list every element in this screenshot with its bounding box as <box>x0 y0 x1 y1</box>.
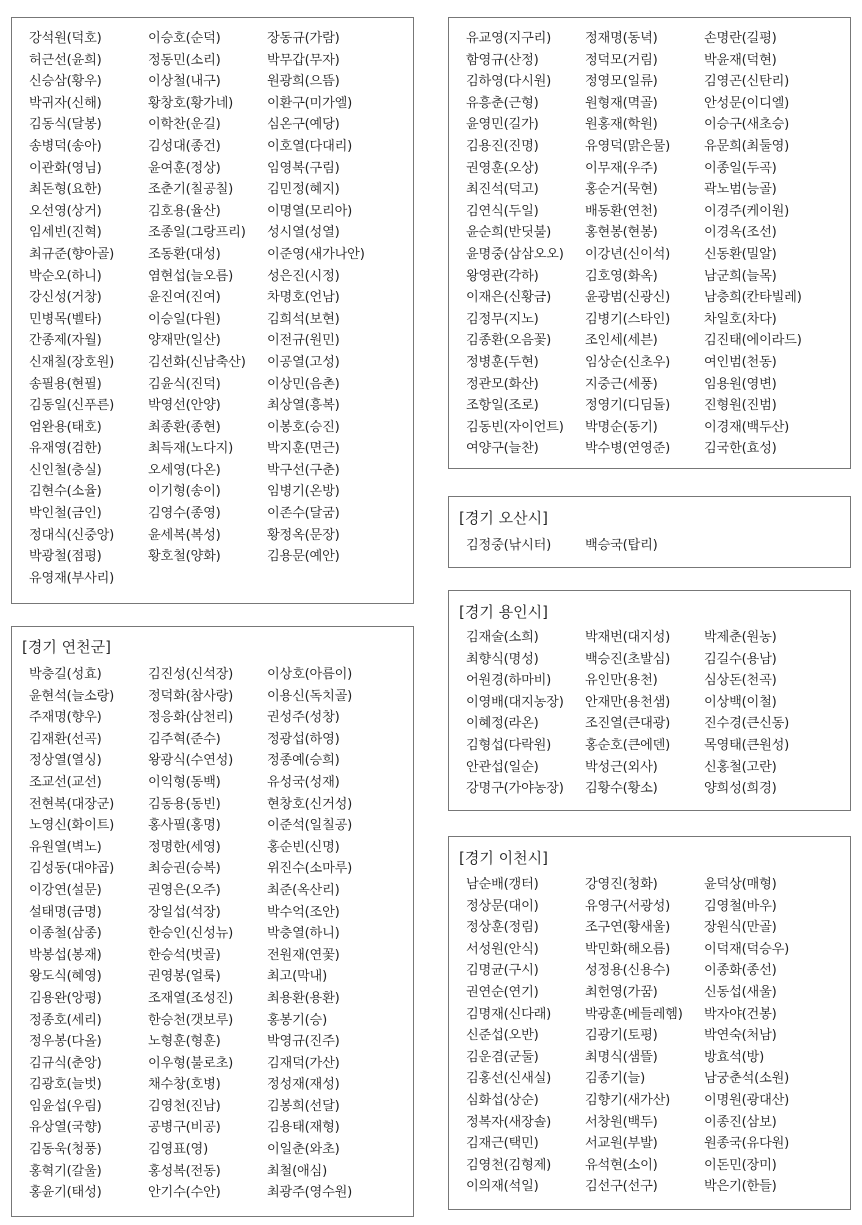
name-entry: 박광철(점평) <box>29 549 102 565</box>
name-entry: 윤세복(복성) <box>148 527 221 543</box>
name-entry: 최종환(종현) <box>148 419 221 435</box>
name-entry: 홍성복(전동) <box>148 1163 221 1179</box>
name-entry: 서교원(부발) <box>585 1136 658 1152</box>
name-entry: 홍봉기(승) <box>267 1012 328 1028</box>
name-entry: 윤진여(진여) <box>148 290 221 306</box>
name-entry: 이승일(다원) <box>148 311 221 327</box>
name-entry: 김주혁(준수) <box>148 731 221 747</box>
name-entry: 김정무(지노) <box>466 311 539 327</box>
name-grid <box>466 28 829 460</box>
name-entry: 김홍선(신새실) <box>466 1071 552 1087</box>
name-entry: 이강연(설문) <box>29 882 102 898</box>
name-entry: 이봉호(승진) <box>267 419 340 435</box>
name-entry: 이명원(광대산) <box>704 1092 790 1108</box>
name-entry: 김황수(황소) <box>585 781 658 797</box>
name-entry: 이용신(독치골) <box>267 688 353 704</box>
name-entry: 이의재(석일) <box>466 1179 539 1195</box>
name-entry: 안재만(용천샘) <box>585 694 671 710</box>
name-entry: 원형재(멱골) <box>585 95 658 111</box>
name-entry: 이종일(두곡) <box>704 160 777 176</box>
name-entry: 박충열(하니) <box>267 926 340 942</box>
name-entry: 최진석(덕고) <box>466 182 539 198</box>
name-entry: 이공열(고성) <box>267 354 340 370</box>
name-grid <box>466 874 829 1198</box>
name-entry: 심온구(예당) <box>267 117 340 133</box>
name-entry: 김영곤(신탄리) <box>704 74 790 90</box>
name-entry: 윤현석(늘소랑) <box>29 688 115 704</box>
name-entry: 김재환(선곡) <box>29 731 102 747</box>
name-entry: 안성문(이디엘) <box>704 95 790 111</box>
name-entry: 이경재(백두산) <box>704 419 790 435</box>
section-title-icheon: [경기 이천시] <box>459 849 548 867</box>
name-entry: 조춘기(칠공칠) <box>148 182 234 198</box>
name-entry: 김재근(택민) <box>466 1136 539 1152</box>
section-title-osan: [경기 오산시] <box>459 509 548 527</box>
name-entry: 조항일(조로) <box>466 398 539 414</box>
name-entry: 어원경(하마비) <box>466 673 552 689</box>
name-entry: 박영선(안양) <box>148 398 221 414</box>
name-entry: 심상돈(천곡) <box>704 673 777 689</box>
name-entry: 홍순거(묵현) <box>585 182 658 198</box>
name-entry: 이영배(대지농장) <box>466 694 564 710</box>
name-entry: 진형원(진범) <box>704 398 777 414</box>
name-entry: 한승석(벗골) <box>148 947 221 963</box>
name-entry: 김명균(구시) <box>466 963 539 979</box>
name-entry: 유문희(최둘영) <box>704 138 790 154</box>
name-entry: 최철(애심) <box>267 1163 328 1179</box>
name-entry: 황창호(황가네) <box>148 95 234 111</box>
name-entry: 김영철(바우) <box>704 898 777 914</box>
name-entry: 이일춘(와초) <box>267 1142 340 1158</box>
name-entry: 남군희(늘목) <box>704 268 777 284</box>
name-entry: 신인철(충실) <box>29 462 102 478</box>
name-entry: 강영진(청화) <box>585 877 658 892</box>
name-entry: 성정용(신용수) <box>585 963 671 979</box>
name-entry: 김봉희(선달) <box>267 1098 340 1114</box>
name-entry: 신승삼(황우) <box>29 74 102 90</box>
name-entry: 임용원(영변) <box>704 376 777 392</box>
name-entry: 김민정(혜지) <box>267 182 340 198</box>
name-entry: 남충희(칸타빌레) <box>704 290 802 306</box>
name-entry: 이종화(종선) <box>704 963 777 979</box>
name-entry: 정종예(승희) <box>267 753 340 769</box>
name-entry: 장일섭(석장) <box>148 904 221 920</box>
name-entry: 최준(옥산리) <box>267 882 340 898</box>
name-entry: 이상민(음촌) <box>267 376 340 392</box>
name-entry: 김향기(새가산) <box>585 1092 671 1108</box>
name-entry: 이학찬(운길) <box>148 117 221 133</box>
name-entry: 홍현봉(현봉) <box>585 225 658 241</box>
name-entry: 홍윤기(태성) <box>29 1185 102 1201</box>
name-entry: 백승국(탑리) <box>585 538 658 553</box>
name-entry: 박민화(해오름) <box>585 941 671 957</box>
name-entry: 위진수(소마루) <box>267 861 353 877</box>
name-entry: 백승진(초발심) <box>585 651 671 667</box>
name-entry: 이상백(이철) <box>704 694 777 710</box>
name-entry: 이승구(새초승) <box>704 117 790 133</box>
name-entry: 윤영민(길가) <box>466 117 539 133</box>
name-entry: 안관섭(일순) <box>466 759 539 775</box>
name-entry: 남궁춘석(소원) <box>704 1071 790 1087</box>
name-entry: 배동환(연천) <box>585 203 658 219</box>
name-entry: 이덕재(덕승우) <box>704 941 790 957</box>
name-entry: 김병기(스타인) <box>585 311 671 327</box>
name-entry: 한승인(신성뉴) <box>148 926 234 942</box>
name-entry: 김동욱(청풍) <box>29 1142 102 1158</box>
name-entry: 차일호(차다) <box>704 311 777 327</box>
name-entry: 공병구(비공) <box>148 1120 221 1136</box>
name-entry: 최상열(흥복) <box>267 398 340 414</box>
name-entry: 김하영(다시원) <box>466 74 552 90</box>
name-entry: 여인범(천동) <box>704 354 777 370</box>
name-entry: 이환구(미가엘) <box>267 95 353 111</box>
name-entry: 성시열(성열) <box>267 225 340 241</box>
name-entry: 권영봉(얼룩) <box>148 969 221 985</box>
name-entry: 박봉섭(봉재) <box>29 947 102 963</box>
name-entry: 조구연(황새울) <box>585 920 671 936</box>
name-entry: 김진성(신석장) <box>148 667 234 682</box>
name-entry: 박영규(진주) <box>267 1034 340 1050</box>
name-entry: 김선구(선구) <box>585 1179 658 1195</box>
name-entry: 박제춘(원농) <box>704 630 777 645</box>
name-entry: 원홍재(학원) <box>585 117 658 133</box>
name-entry: 윤명중(삼삼오오) <box>466 246 564 262</box>
name-entry: 권성주(성창) <box>267 710 340 726</box>
name-entry: 김재덕(가산) <box>267 1055 340 1071</box>
name-entry: 최용환(용환) <box>267 990 340 1006</box>
name-entry: 김호영(화옥) <box>585 268 658 284</box>
name-entry: 박구선(구춘) <box>267 462 340 478</box>
name-entry: 심화섭(상순) <box>466 1092 539 1108</box>
name-entry: 박광훈(베들레헴) <box>585 1006 683 1022</box>
name-entry: 박인철(금인) <box>29 506 102 522</box>
name-entry: 유흥춘(근형) <box>466 95 539 111</box>
name-entry: 김동일(신푸른) <box>29 398 115 414</box>
name-entry: 김동빈(자이언트) <box>466 419 564 435</box>
name-entry: 박재번(대지성) <box>585 630 671 645</box>
name-entry: 윤여훈(정상) <box>148 160 221 176</box>
name-entry: 남순배(갱터) <box>466 877 539 892</box>
name-entry: 홍사필(홍명) <box>148 818 221 834</box>
name-entry: 조인세(세븐) <box>585 333 658 349</box>
name-entry: 권영훈(오상) <box>466 160 539 176</box>
name-entry: 김호용(율산) <box>148 203 221 219</box>
name-entry: 이준영(새가나안) <box>267 246 365 262</box>
name-entry: 손명란(길평) <box>704 31 777 46</box>
name-entry: 노영신(화이트) <box>29 818 115 834</box>
name-entry: 송필용(현필) <box>29 376 102 392</box>
name-entry: 임상순(신초우) <box>585 354 671 370</box>
name-entry: 박지훈(면근) <box>267 441 340 457</box>
name-entry: 신홍철(고란) <box>704 759 777 775</box>
name-entry: 유교영(지구리) <box>466 31 552 46</box>
name-entry: 김광기(토평) <box>585 1028 658 1044</box>
name-entry: 조교선(교선) <box>29 774 102 790</box>
name-entry: 장원식(만골) <box>704 920 777 936</box>
name-entry: 조재열(조성진) <box>148 990 234 1006</box>
name-entry: 김용태(재형) <box>267 1120 340 1136</box>
name-entry: 오세영(다온) <box>148 462 221 478</box>
name-entry: 정관모(화산) <box>466 376 539 392</box>
name-entry: 임윤섭(우림) <box>29 1098 102 1114</box>
name-entry: 정덕화(참사랑) <box>148 688 234 704</box>
name-entry: 유상열(국향) <box>29 1120 102 1136</box>
name-entry: 이승호(순덕) <box>148 31 221 46</box>
name-grid <box>29 28 392 589</box>
name-entry: 김형섭(다락원) <box>466 737 552 753</box>
name-entry: 이존수(달굼) <box>267 506 340 522</box>
name-entry: 이전규(원민) <box>267 333 340 349</box>
name-entry: 권연순(연기) <box>466 984 539 1000</box>
name-entry: 김정중(낚시터) <box>466 538 552 553</box>
name-entry: 이재은(신황금) <box>466 290 552 306</box>
name-entry: 김영천(김형제) <box>466 1157 552 1173</box>
name-entry: 김종환(오음꽃) <box>466 333 552 349</box>
name-entry: 정응화(삼천리) <box>148 710 234 726</box>
name-entry: 이돈민(장미) <box>704 1157 777 1173</box>
name-list-box-1 <box>11 17 414 604</box>
name-entry: 신동섭(새울) <box>704 984 777 1000</box>
name-entry: 윤덕상(매형) <box>704 877 777 892</box>
yongin-box <box>448 590 851 811</box>
name-entry: 유인만(용천) <box>585 673 658 689</box>
name-grid <box>29 664 392 1204</box>
name-entry: 최승권(승복) <box>148 861 221 877</box>
name-entry: 김용진(진명) <box>466 138 539 154</box>
name-entry: 정상훈(정림) <box>466 920 539 936</box>
name-entry: 전원재(연꽃) <box>267 947 340 963</box>
name-entry: 이관화(영님) <box>29 160 102 176</box>
name-entry: 정우봉(다올) <box>29 1034 102 1050</box>
name-entry: 박연숙(처남) <box>704 1028 777 1044</box>
name-entry: 엄완용(태호) <box>29 419 102 435</box>
name-entry: 황호철(양화) <box>148 549 221 565</box>
name-entry: 김용문(예안) <box>267 549 340 565</box>
name-entry: 최명식(샘뜰) <box>585 1049 658 1065</box>
name-entry: 방효석(방) <box>704 1049 765 1065</box>
name-entry: 김광호(늘벗) <box>29 1077 102 1093</box>
name-entry: 홍혁기(갈울) <box>29 1163 102 1179</box>
name-entry: 민병목(벨타) <box>29 311 102 327</box>
name-entry: 홍순빈(신명) <box>267 839 340 855</box>
name-entry: 이강년(신이석) <box>585 246 671 262</box>
name-entry: 임영복(구림) <box>267 160 340 176</box>
name-entry: 이준석(일칠공) <box>267 818 353 834</box>
name-entry: 강석원(덕호) <box>29 31 102 46</box>
name-entry: 김선화(신남축산) <box>148 354 246 370</box>
osan-box <box>448 496 851 568</box>
name-entry: 정상문(대이) <box>466 898 539 914</box>
name-list-box-2 <box>448 17 851 469</box>
name-entry: 박귀자(신해) <box>29 95 102 111</box>
name-entry: 지중근(세풍) <box>585 376 658 392</box>
name-entry: 박성근(외사) <box>585 759 658 775</box>
name-entry: 김성대(종건) <box>148 138 221 154</box>
name-entry: 김성동(대야곱) <box>29 861 115 877</box>
name-entry: 정재명(동녁) <box>585 31 658 46</box>
name-entry: 김운겸(군둘) <box>466 1049 539 1065</box>
name-entry: 최향식(명성) <box>466 651 539 667</box>
name-entry: 김윤식(진덕) <box>148 376 221 392</box>
name-entry: 염현섭(늘오름) <box>148 268 234 284</box>
name-entry: 정종호(세리) <box>29 1012 102 1028</box>
name-entry: 왕도식(혜영) <box>29 969 102 985</box>
name-entry: 이무재(우주) <box>585 160 658 176</box>
name-entry: 권영은(오주) <box>148 882 221 898</box>
name-entry: 박명순(동기) <box>585 419 658 435</box>
name-entry: 유영구(서광성) <box>585 898 671 914</box>
name-entry: 정성재(재성) <box>267 1077 340 1093</box>
name-entry: 원종국(유다원) <box>704 1136 790 1152</box>
name-entry: 김규식(춘앙) <box>29 1055 102 1071</box>
name-entry: 허근선(윤희) <box>29 52 102 68</box>
name-entry: 송병덕(송아) <box>29 138 102 154</box>
name-entry: 곽노범(능골) <box>704 182 777 198</box>
name-entry: 간종제(자월) <box>29 333 102 349</box>
name-entry: 윤광범(신광신) <box>585 290 671 306</box>
name-entry: 최고(막내) <box>267 969 328 985</box>
name-entry: 황정옥(문장) <box>267 527 340 543</box>
name-entry: 서성원(안식) <box>466 941 539 957</box>
name-entry: 박윤재(덕현) <box>704 52 777 68</box>
name-entry: 김동식(달봉) <box>29 117 102 133</box>
name-grid <box>466 627 829 800</box>
name-entry: 이익형(동백) <box>148 774 221 790</box>
name-entry: 채수창(호병) <box>148 1077 221 1093</box>
name-entry: 정영모(일류) <box>585 74 658 90</box>
name-entry: 김영수(종영) <box>148 506 221 522</box>
name-entry: 정광섭(하영) <box>267 731 340 747</box>
name-entry: 안기수(수안) <box>148 1185 221 1201</box>
name-entry: 김동용(동빈) <box>148 796 221 812</box>
name-entry: 한승천(갯보루) <box>148 1012 234 1028</box>
section-title-yeoncheon: [경기 연천군] <box>22 638 111 656</box>
name-entry: 정영기(디딤돌) <box>585 398 671 414</box>
name-entry: 이명열(모리아) <box>267 203 353 219</box>
name-entry: 정동민(소리) <box>148 52 221 68</box>
yeoncheon-box <box>11 626 414 1217</box>
name-entry: 박순오(하니) <box>29 268 102 284</box>
name-entry: 박무갑(무자) <box>267 52 340 68</box>
icheon-box <box>448 836 851 1210</box>
name-entry: 양재만(일산) <box>148 333 221 349</box>
name-entry: 유영재(부사리) <box>29 570 115 586</box>
name-entry: 정덕모(거림) <box>585 52 658 68</box>
name-entry: 정복자(새장솔) <box>466 1114 552 1130</box>
name-entry: 김영표(영) <box>148 1142 209 1158</box>
name-entry: 강명구(가야농장) <box>466 781 564 797</box>
name-entry: 서창원(백두) <box>585 1114 658 1130</box>
name-entry: 이경옥(조선) <box>704 225 777 241</box>
name-entry: 원광희(으뜸) <box>267 74 340 90</box>
name-entry: 조종일(그랑프리) <box>148 225 246 241</box>
name-entry: 조진열(큰대광) <box>585 716 671 732</box>
name-entry: 설태명(금명) <box>29 904 102 920</box>
name-entry: 김길수(용남) <box>704 651 777 667</box>
name-entry: 최규준(향아골) <box>29 246 115 262</box>
name-entry: 이상호(아름이) <box>267 667 353 682</box>
name-entry: 김진태(에이라드) <box>704 333 802 349</box>
name-entry: 이호열(다대리) <box>267 138 353 154</box>
name-entry: 이우형(불로초) <box>148 1055 234 1071</box>
name-entry: 박수억(조안) <box>267 904 340 920</box>
name-entry: 이상철(내구) <box>148 74 221 90</box>
name-entry: 정상열(열싱) <box>29 753 102 769</box>
name-entry: 최돈형(요한) <box>29 182 102 198</box>
name-entry: 현창호(신거성) <box>267 796 353 812</box>
name-entry: 왕광식(수연성) <box>148 753 234 769</box>
name-entry: 김용완(앙평) <box>29 990 102 1006</box>
name-entry: 주재명(향우) <box>29 710 102 726</box>
name-entry: 목영태(큰원성) <box>704 737 790 753</box>
name-entry: 박수병(연영준) <box>585 441 671 457</box>
name-entry: 이기형(송이) <box>148 484 221 500</box>
name-entry: 박충길(성효) <box>29 667 102 682</box>
name-entry: 성은진(시정) <box>267 268 340 284</box>
name-entry: 김현수(소율) <box>29 484 102 500</box>
name-entry: 신동환(밀알) <box>704 246 777 262</box>
name-entry: 유원열(벽노) <box>29 839 102 855</box>
name-entry: 박은기(한들) <box>704 1179 777 1195</box>
name-entry: 임세빈(진혁) <box>29 225 102 241</box>
section-title-yongin: [경기 용인시] <box>459 603 548 621</box>
name-entry: 김영천(진남) <box>148 1098 221 1114</box>
name-grid <box>466 535 829 557</box>
name-entry: 김명재(신다래) <box>466 1006 552 1022</box>
name-entry: 진수경(큰신동) <box>704 716 790 732</box>
name-entry: 최득재(노다지) <box>148 441 234 457</box>
name-entry: 김국한(효성) <box>704 441 777 457</box>
name-entry: 신준섭(오반) <box>466 1028 539 1044</box>
name-entry: 이혜정(라온) <box>466 716 539 732</box>
name-entry: 홍순호(큰에덴) <box>585 737 671 753</box>
name-entry: 이경주(케이원) <box>704 203 790 219</box>
name-entry: 유석현(소이) <box>585 1157 658 1173</box>
name-entry: 김연식(두일) <box>466 203 539 219</box>
name-entry: 임병기(온방) <box>267 484 340 500</box>
name-entry: 유영덕(맑은물) <box>585 138 671 154</box>
name-entry: 정병훈(두현) <box>466 354 539 370</box>
name-entry: 차명호(언남) <box>267 290 340 306</box>
name-entry: 장동규(가람) <box>267 31 340 46</box>
name-entry: 전현복(대장군) <box>29 796 115 812</box>
name-entry: 최헌영(가꿈) <box>585 984 658 1000</box>
name-entry: 박자야(건봉) <box>704 1006 777 1022</box>
name-entry: 정대식(신중앙) <box>29 527 115 543</box>
name-entry: 오선영(상거) <box>29 203 102 219</box>
name-entry: 이종진(삼보) <box>704 1114 777 1130</box>
name-entry: 조동환(대성) <box>148 246 221 262</box>
name-entry: 김희석(보현) <box>267 311 340 327</box>
name-entry: 이종철(삼종) <box>29 926 102 942</box>
name-entry: 노형훈(형훈) <box>148 1034 221 1050</box>
name-entry: 신재칠(장호원) <box>29 354 115 370</box>
name-entry: 함영규(산정) <box>466 52 539 68</box>
name-entry: 왕영관(각하) <box>466 268 539 284</box>
name-entry: 여양구(늘찬) <box>466 441 539 457</box>
name-entry: 양희성(희경) <box>704 781 777 797</box>
name-entry: 유재영(검한) <box>29 441 102 457</box>
name-entry: 윤순희(반딧불) <box>466 225 552 241</box>
name-entry: 김종기(늘) <box>585 1071 646 1087</box>
name-entry: 최광주(영수원) <box>267 1185 353 1201</box>
name-entry: 유성국(성재) <box>267 774 340 790</box>
name-entry: 강신성(거창) <box>29 290 102 306</box>
name-entry: 김재술(소희) <box>466 630 539 645</box>
name-entry: 정명한(세영) <box>148 839 221 855</box>
